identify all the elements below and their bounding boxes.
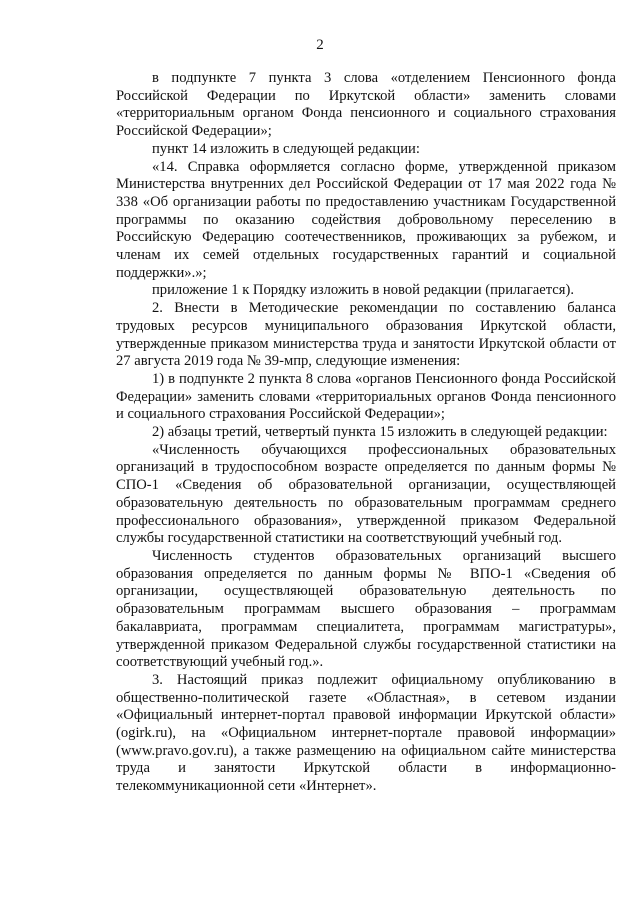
paragraph: 3. Настоящий приказ подлежит официальному опубликованию в общественно-политической газете «Областная», в сетевом издании «Официальный интернет-портал правовой информации Иркутской области» (ogirk.ru), на «Официальном интернет-портале правовой информации» (www.pravo.gov.ru), а также размещению на официальном сайте министерства труда и занятости Иркутской области в информационно-телекоммуникационной сети «Интернет». — [116, 671, 616, 795]
document-body — [116, 70, 616, 796]
paragraph: Численность студентов образовательных организаций высшего образования определяется по данным формы № ВПО-1 «Сведения об организации, осуществляющей образовательную деятельность по образовательным программам высшего образования – программам бакалавриата, программам специалитета, программам магистратуры», утвержденной приказом Федеральной службы государственной статистики на соответствующий учебный год.». — [116, 547, 616, 671]
paragraph: 2. Внести в Методические рекомендации по составлению баланса трудовых ресурсов муниципального образования Иркутской области, утвержденные приказом министерства труда и занятости Иркутской области от 27 августа 2019 года № 39-мпр, следующие изменения: — [116, 300, 616, 370]
paragraph: в подпункте 7 пункта 3 слова «отделением Пенсионного фонда Российской Федерации по Иркутской области» заменить словами «территориальным органом Фонда пенсионного и социального страхования Российской Федерации»; — [116, 70, 616, 140]
paragraph: пункт 14 изложить в следующей редакции: — [152, 140, 420, 157]
paragraph: «14. Справка оформляется согласно форме, утвержденной приказом Министерства внутренних дел Российской Федерации от 17 мая 2022 года № 338 «Об организации работы по предоставлению участникам Государственной программы по оказанию содействия добровольному переселению в Российскую Федерацию соотечественников, проживающих за рубежом, и членам их семей отдельных государственных гарантий и социальной поддержки».»; — [116, 158, 616, 281]
paragraph: приложение 1 к Порядку изложить в новой редакции (прилагается). — [152, 282, 574, 299]
paragraph: 1) в подпункте 2 пункта 8 слова «органов Пенсионного фонда Российской Федерации» заменить словами «территориальных органов Фонда пенсионного и социального страхования Российской Федерации»; — [116, 370, 616, 423]
page-number: 2 — [316, 37, 324, 53]
paragraph: «Численность обучающихся профессиональных образовательных организаций в трудоспособном возрасте определяется по данным формы № СПО-1 «Сведения об образовательной организации, осуществляющей образовательную деятельность по образовательным программам среднего профессионального образования», утвержденной приказом Федеральной службы государственной статистики на соответствующий учебный год. — [116, 441, 616, 547]
paragraph: 2) абзацы третий, четвертый пункта 15 изложить в следующей редакции: — [152, 424, 608, 441]
